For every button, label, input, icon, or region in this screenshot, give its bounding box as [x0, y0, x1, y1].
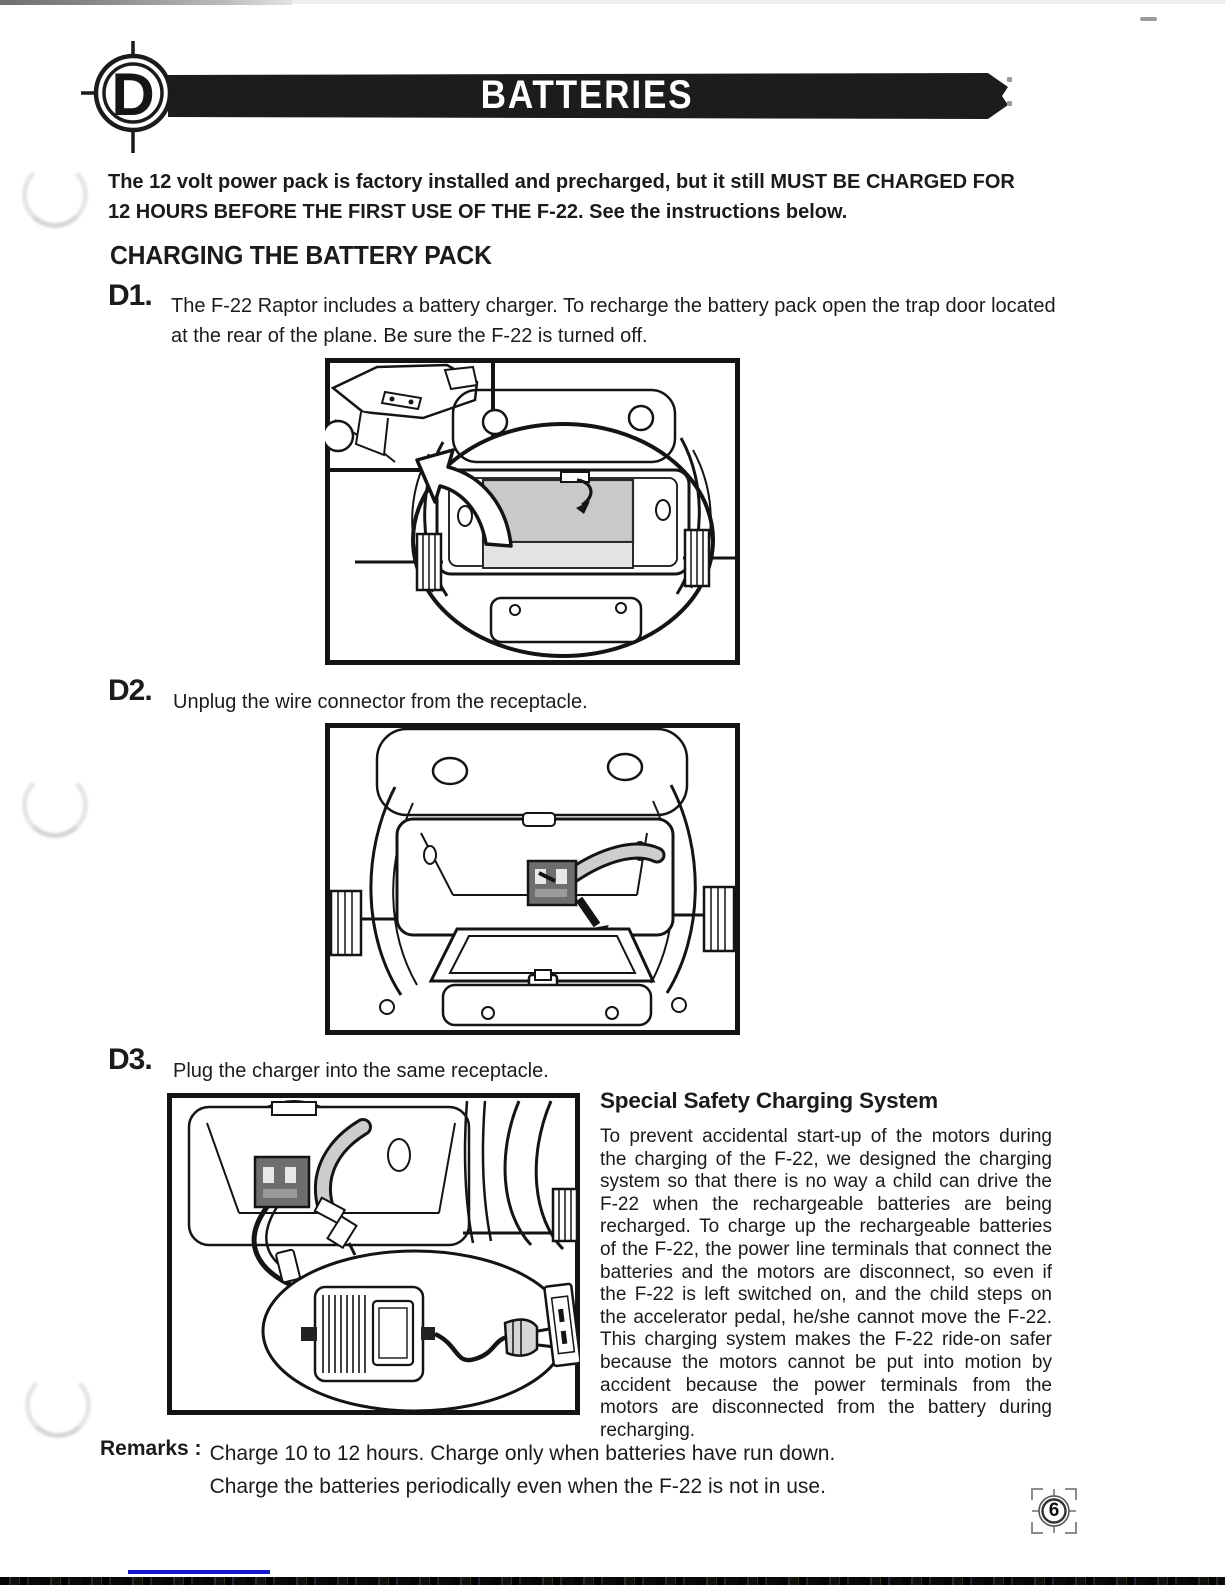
- scan-blue-line: [128, 1570, 270, 1574]
- d2-unplug-connector-figure: [325, 723, 740, 1035]
- remarks-text: [210, 1437, 836, 1503]
- d1-trap-door-figure: [325, 358, 740, 665]
- punch-hole-mark: [25, 1372, 91, 1438]
- remarks: [100, 1437, 835, 1503]
- d3-charger-figure: [167, 1093, 580, 1415]
- step-d2-label: D2.: [108, 674, 152, 707]
- banner-dot: [1007, 77, 1012, 82]
- banner-dot: [1007, 101, 1012, 106]
- safety-body: To prevent accidental start-up of the motors during the charging of the F-22, we designed the charging system so that there is no way a child can drive the F-22 when the rechargeable batteries are being recharged. To charge up the rechargeable batteries of the F-22, the power line terminals that connect the batteries and the motors are disconnect, so even if the F-22 is left switched on, and the child steps on the accelerator pedal, he/she cannot move the F-22. This charging system makes the F-22 ride-on safer because the motors cannot be put into motion by accident because the power terminals from the motors are disconnected from the battery during recharging.: [600, 1126, 1052, 1441]
- step-d1-text: The F-22 Raptor includes a battery charger. To recharge the battery pack open the trap door located at the rear of the plane. Be sure the F-22 is turned off.: [171, 295, 1056, 347]
- step-d3-label: D3.: [108, 1043, 152, 1076]
- scan-mark: [1140, 17, 1157, 21]
- section-d-target-icon: [75, 35, 195, 160]
- banner-title: BATTERIES: [480, 72, 694, 117]
- remarks-line-2: Charge the batteries periodically even when the F-22 is not in use.: [209, 1475, 826, 1498]
- safety-section: [600, 1088, 1052, 1442]
- section-letter: D: [111, 61, 155, 128]
- step-d1-label: D1.: [108, 279, 152, 312]
- step-d2-text: Unplug the wire connector from the receptacle.: [173, 691, 588, 713]
- intro-text: The 12 volt power pack is factory installed and precharged, but it still MUST BE CHARGED FOR 12 HOURS BEFORE THE FIRST USE OF THE F-22. See the instructions below.: [108, 171, 1015, 223]
- remarks-label: Remarks :: [100, 1437, 202, 1460]
- punch-hole-mark: [22, 772, 88, 838]
- scan-edge-top-dark: [0, 0, 292, 5]
- step-d3-text: Plug the charger into the same receptacle.: [173, 1060, 549, 1082]
- scan-edge-bottom: [0, 1577, 1225, 1585]
- page-number-badge: [1031, 1488, 1077, 1534]
- page-number: 6: [1048, 1500, 1060, 1521]
- section-heading: CHARGING THE BATTERY PACK: [110, 242, 492, 270]
- remarks-line-1: Charge 10 to 12 hours. Charge only when batteries have run down.: [209, 1442, 836, 1465]
- punch-hole-mark: [22, 162, 88, 228]
- safety-heading: Special Safety Charging System: [600, 1088, 938, 1113]
